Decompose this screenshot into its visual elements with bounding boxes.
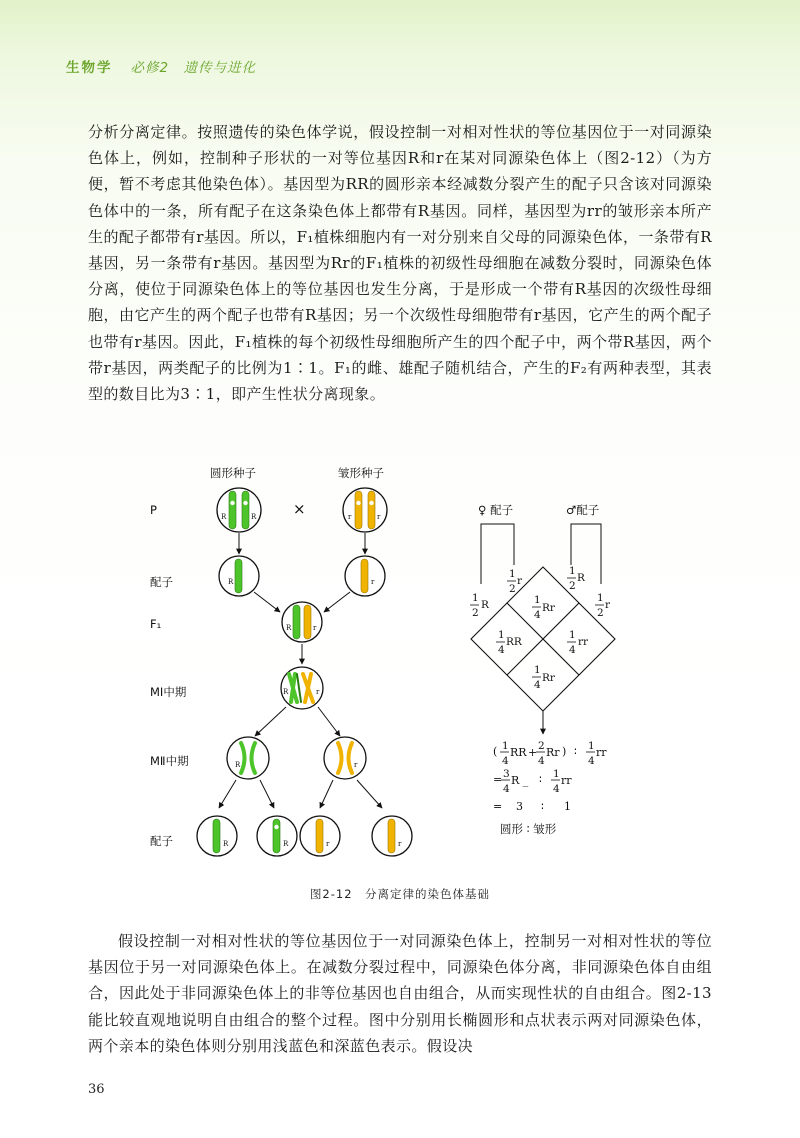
cell-p-rr	[343, 488, 387, 532]
svg-text:∶: ∶	[539, 773, 542, 786]
svg-text:r: r	[326, 840, 330, 848]
svg-text:4: 4	[553, 783, 560, 795]
label-m2-metaphase: MⅡ中期	[150, 754, 189, 768]
cell-f1-Rr	[282, 602, 322, 642]
svg-text:1: 1	[553, 768, 560, 780]
cell-meiosis-1	[281, 667, 323, 709]
svg-text:4: 4	[502, 755, 509, 767]
svg-text:1: 1	[597, 592, 604, 604]
svg-text:R: R	[223, 840, 229, 848]
paragraph-2: 假设控制一对相对性状的等位基因位于一对同源染色体上，控制另一对相对性状的等位基因位于另一对同源染色体上。在减数分裂过程中，同源染色体分离，非同源染色体自由组合，因此处于非同源染色体上的非等位基因也自由组合，从而实现性状的自由组合。图2-13能比较直观地说明自由组合的整个过程。图中分别用长椭圆形和点状表示两对同源染色体，两个亲本的染色体则分别用浅蓝色和深蓝色表示。假设决	[88, 932, 712, 1055]
cell-right-rr	[567, 629, 589, 656]
label-p: P	[150, 503, 157, 517]
svg-text:(: (	[493, 745, 498, 758]
final-gamete-1	[197, 816, 237, 856]
svg-text:4: 4	[498, 644, 505, 656]
gamete-R	[219, 556, 259, 596]
svg-text:2: 2	[472, 607, 479, 619]
svg-text:r: r	[398, 840, 402, 848]
label-gamete: 配子	[150, 575, 173, 589]
svg-text:r: r	[377, 513, 381, 521]
svg-text:1: 1	[564, 800, 571, 813]
svg-text:1: 1	[534, 664, 541, 676]
label-gamete-2: 配子	[150, 834, 173, 848]
figure-caption: 图2-12 分离定律的染色体基础	[309, 887, 491, 901]
svg-text:R: R	[577, 572, 585, 584]
svg-text:R: R	[228, 578, 234, 586]
svg-text:r: r	[354, 761, 358, 769]
svg-text:4: 4	[534, 609, 541, 621]
svg-text:R: R	[221, 513, 227, 521]
equation-line-2	[493, 768, 572, 795]
svg-text:rr: rr	[578, 636, 589, 648]
svg-text:1: 1	[569, 565, 576, 577]
header-subject: 生物学	[66, 60, 113, 76]
phenotype-ratio-label: 圆形 ∶ 皱形	[500, 822, 557, 836]
frac-female-R	[470, 592, 490, 619]
final-gamete-2	[257, 816, 297, 856]
svg-text:4: 4	[534, 679, 541, 691]
svg-text:∶: ∶	[574, 745, 577, 758]
cell-left-RR	[496, 629, 523, 656]
svg-text:rr: rr	[596, 746, 607, 759]
svg-text:2: 2	[538, 740, 545, 752]
svg-text:r: r	[316, 688, 320, 696]
svg-text:R: R	[283, 840, 289, 848]
svg-text:+: +	[528, 746, 538, 759]
svg-text:R _: R _	[511, 774, 529, 787]
male-gamete-label: ♂配子	[566, 503, 600, 517]
frac-male-R	[567, 565, 586, 592]
svg-text:r: r	[371, 578, 375, 586]
frac-male-r	[595, 592, 611, 619]
svg-text:R: R	[283, 688, 289, 696]
svg-text:4: 4	[569, 644, 576, 656]
svg-text:4: 4	[538, 755, 545, 767]
svg-text:4: 4	[503, 783, 510, 795]
gamete-r	[345, 556, 385, 596]
svg-text:R: R	[251, 513, 257, 521]
svg-text:r: r	[605, 599, 611, 611]
label-round-seed: 圆形种子	[210, 466, 256, 480]
svg-text:r: r	[348, 513, 352, 521]
cross-symbol: ×	[293, 500, 306, 518]
svg-text:r: r	[517, 575, 523, 587]
svg-text:R: R	[286, 624, 292, 632]
final-gamete-3	[300, 816, 340, 856]
svg-text:Rr: Rr	[542, 672, 555, 684]
svg-text:Rr: Rr	[546, 746, 560, 759]
svg-text:3: 3	[503, 768, 510, 780]
cell-top-Rr	[532, 594, 556, 621]
svg-text:1: 1	[498, 629, 505, 641]
paragraph-1: 分析分离定律。按照遗传的染色体学说，假设控制一对相对性状的等位基因位于一对同源染色体上，例如，控制种子形状的一对等位基因R和r在某对同源染色体上（图2-12）（为方便，暂不考虑其他染色体）。基因型为RR的圆形亲本经减数分裂产生的配子只含该对同源染色体中的一条，所有配子在这条染色体上都带有R基因。同样，基因型为rr的皱形亲本所产生的配子都带有r基因。所以，F₁植株细胞内有一对分别来自父母的同源染色体，一条带有R基因，另一条带有r基因。基因型为Rr的F₁植株的初级性母细胞在减数分裂时，同源染色体分离，使位于同源染色体上的等位基因也发生分离，于是形成一个带有R基因的次级性母细胞，由它产生的两个配子也带有R基因；另一个次级性母细胞带有r基因，它产生的两个配子也带有r基因。因此，F₁植株的每个初级性母细胞所产生的四个配子中，两个带R基因，两个带r基因，两类配子的比例为1∶1。F₁的雌、雄配子随机结合，产生的F₂有两种表型，其表型的数目比为3∶1，即产生性状分离现象。	[88, 123, 712, 404]
label-f1: F₁	[150, 617, 162, 631]
svg-text:2: 2	[597, 607, 604, 619]
svg-text:rr: rr	[561, 774, 572, 787]
svg-text:1: 1	[534, 594, 541, 606]
svg-text:=: =	[493, 773, 503, 786]
cell-p-RR	[217, 488, 261, 532]
svg-text:R: R	[481, 599, 489, 611]
svg-text:r: r	[313, 624, 317, 632]
final-gamete-4	[372, 816, 412, 856]
svg-text:4: 4	[588, 755, 595, 767]
svg-text:RR: RR	[506, 636, 522, 648]
svg-text:R: R	[235, 761, 241, 769]
frac-female-r	[507, 568, 523, 595]
label-wrinkled-seed: 皱形种子	[338, 466, 384, 480]
cell-meiosis-2-R	[227, 737, 269, 779]
svg-text:1: 1	[472, 592, 479, 604]
cell-meiosis-2-r	[324, 737, 366, 779]
svg-text:2: 2	[509, 583, 516, 595]
header-book: 必修2 遗传与进化	[130, 60, 257, 76]
svg-text:1: 1	[569, 629, 576, 641]
svg-text:=: =	[493, 800, 503, 813]
svg-text:3: 3	[516, 800, 523, 813]
female-gamete-label: ♀ 配子	[478, 503, 514, 517]
svg-text:2: 2	[569, 580, 576, 592]
cell-bottom-Rr	[532, 664, 556, 691]
svg-text:1: 1	[509, 568, 516, 580]
svg-text:1: 1	[502, 740, 509, 752]
svg-text:): )	[562, 745, 567, 758]
svg-text:∶: ∶	[541, 800, 544, 813]
equation-line-1	[493, 740, 607, 767]
svg-text:RR: RR	[510, 746, 527, 759]
punnett-diamond	[471, 567, 615, 711]
page-number: 36	[88, 1082, 105, 1097]
equation-line-3	[493, 800, 571, 813]
svg-text:Rr: Rr	[542, 602, 555, 614]
svg-text:1: 1	[588, 740, 595, 752]
label-m1-metaphase: MⅠ中期	[150, 685, 187, 699]
